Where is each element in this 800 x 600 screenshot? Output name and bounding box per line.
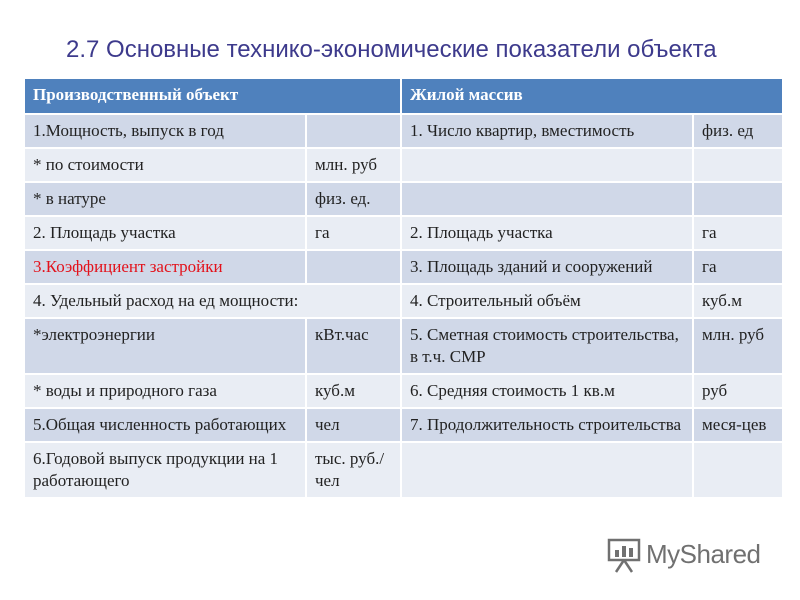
cell-unit	[693, 442, 783, 498]
table-row	[24, 250, 783, 284]
cell-indicator: 6. Средняя стоимость 1 кв.м	[401, 374, 693, 408]
cell-unit: руб	[693, 374, 783, 408]
indicators-table	[23, 77, 784, 499]
cell-indicator	[401, 442, 693, 498]
cell-indicator: 1.Мощность, выпуск в год	[24, 114, 306, 148]
cell-indicator: 2. Площадь участка	[401, 216, 693, 250]
cell-unit: млн. руб	[693, 318, 783, 374]
table-row	[24, 408, 783, 442]
myshared-watermark	[606, 536, 766, 576]
cell-indicator: 4. Строительный объём	[401, 284, 693, 318]
cell-unit	[306, 114, 401, 148]
cell-indicator: 2. Площадь участка	[24, 216, 306, 250]
cell-unit: меся-цев	[693, 408, 783, 442]
cell-indicator: 1. Число квартир, вместимость	[401, 114, 693, 148]
table-row	[24, 216, 783, 250]
cell-indicator: 5. Сметная стоимость строительства, в т.ч. СМР	[401, 318, 693, 374]
table-row	[24, 318, 783, 374]
header-industrial-object: Производственный объект	[24, 78, 401, 114]
cell-unit	[693, 148, 783, 182]
cell-indicator: 7. Продолжительность строительства	[401, 408, 693, 442]
cell-unit: млн. руб	[306, 148, 401, 182]
slide-title: 2.7 Основные технико-экономические показатели объекта	[66, 36, 717, 63]
cell-unit: кВт.час	[306, 318, 401, 374]
cell-indicator-highlighted: 3.Коэффициент застройки	[24, 250, 306, 284]
cell-indicator: 3. Площадь зданий и сооружений	[401, 250, 693, 284]
table-row	[24, 284, 783, 318]
cell-unit: чел	[306, 408, 401, 442]
cell-indicator	[401, 182, 693, 216]
table-row	[24, 374, 783, 408]
cell-unit: га	[693, 250, 783, 284]
presentation-board-icon	[606, 536, 642, 574]
table-header-row	[24, 78, 783, 114]
cell-unit: тыс. руб./чел	[306, 442, 401, 498]
cell-indicator	[401, 148, 693, 182]
cell-indicator: 4. Удельный расход на ед мощности:	[24, 284, 401, 318]
cell-indicator: 5.Общая численность работающих	[24, 408, 306, 442]
cell-indicator: *электроэнергии	[24, 318, 306, 374]
cell-unit: физ. ед.	[306, 182, 401, 216]
cell-unit	[693, 182, 783, 216]
cell-unit: куб.м	[306, 374, 401, 408]
cell-indicator: * в натуре	[24, 182, 306, 216]
table-row	[24, 182, 783, 216]
cell-indicator: * по стоимости	[24, 148, 306, 182]
table-row	[24, 148, 783, 182]
watermark-text: MyShared	[646, 539, 761, 569]
table-row	[24, 114, 783, 148]
cell-unit: куб.м	[693, 284, 783, 318]
cell-unit: га	[693, 216, 783, 250]
cell-unit: физ. ед	[693, 114, 783, 148]
cell-indicator: 6.Годовой выпуск продукции на 1 работающего	[24, 442, 306, 498]
cell-indicator: * воды и природного газа	[24, 374, 306, 408]
header-residential-area: Жилой массив	[401, 78, 783, 114]
cell-unit: га	[306, 216, 401, 250]
table-row	[24, 442, 783, 498]
cell-unit	[306, 250, 401, 284]
